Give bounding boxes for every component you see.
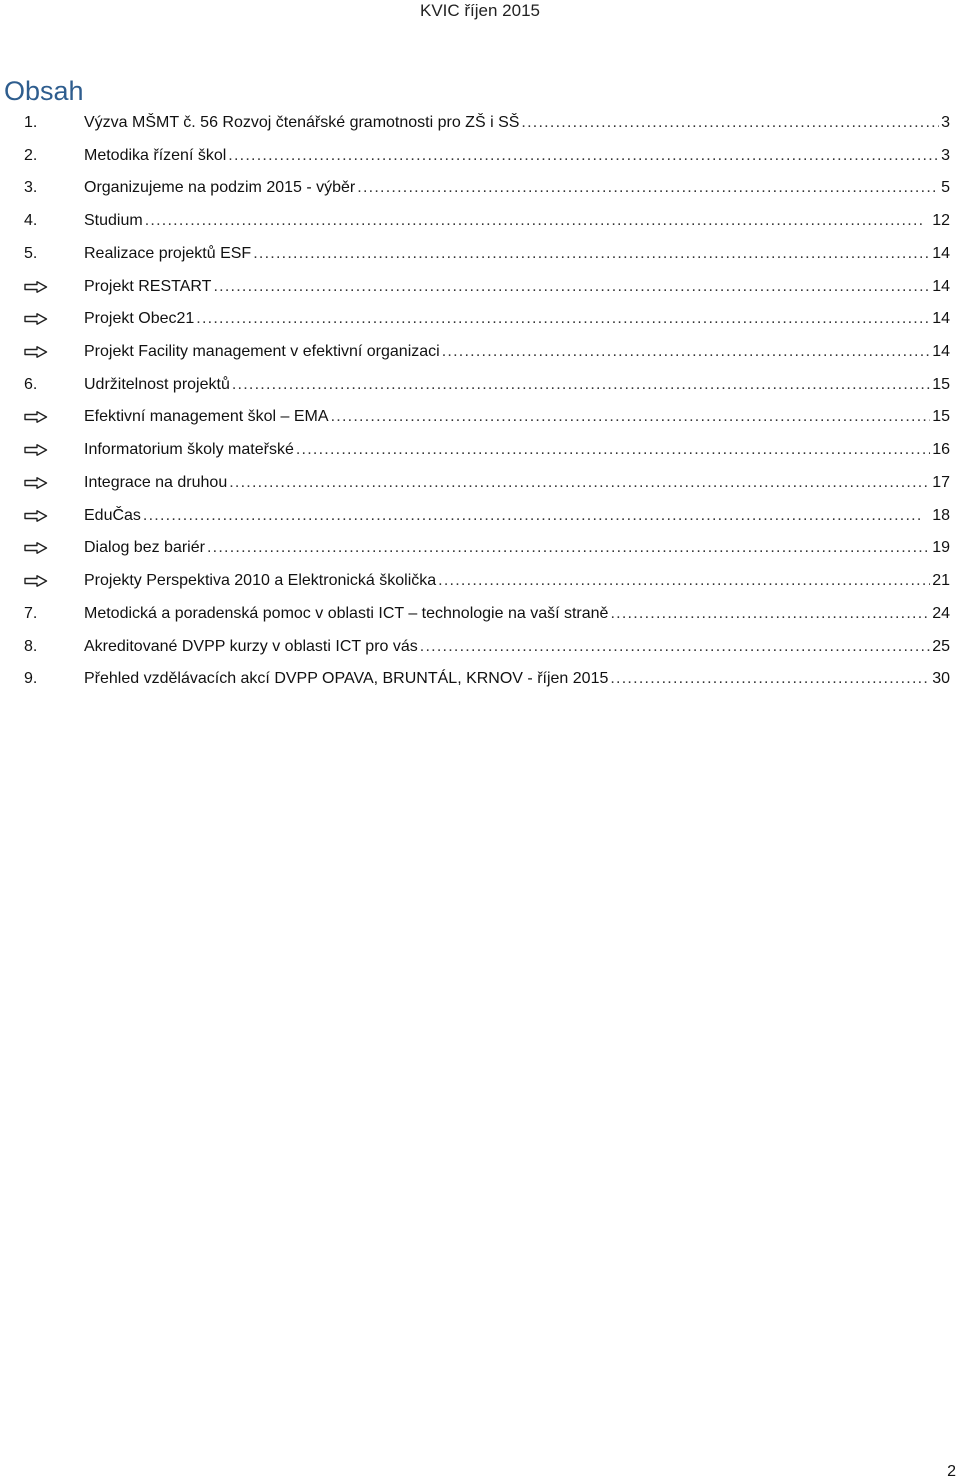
toc-entry-page-number: 14 — [932, 310, 950, 328]
toc-entry-page-number: 17 — [932, 473, 950, 491]
toc-entry[interactable] — [0, 172, 960, 205]
table-of-contents — [0, 107, 960, 696]
toc-entry[interactable] — [0, 532, 960, 565]
toc-entry-page-number: 14 — [932, 343, 950, 361]
toc-entry-page-number: 3 — [941, 146, 950, 164]
toc-entry[interactable] — [0, 271, 960, 304]
toc-dot-leader — [357, 172, 939, 204]
toc-entry-title[interactable]: Organizujeme na podzim 2015 - výběr — [84, 179, 356, 197]
toc-entry-title[interactable]: Projekty Perspektiva 2010 a Elektronická školička — [84, 572, 437, 590]
toc-entry[interactable] — [0, 336, 960, 369]
toc-entry-page-number: 25 — [932, 637, 950, 655]
toc-entry-arrow-marker — [24, 434, 64, 466]
toc-entry-title[interactable]: Projekt Facility management v efektivní organizaci — [84, 343, 440, 361]
toc-entry[interactable] — [0, 205, 960, 238]
toc-entry-arrow-marker — [24, 565, 64, 597]
toc-entry-page-number: 19 — [932, 539, 950, 557]
toc-dot-leader — [253, 238, 930, 270]
toc-entry-number: 8. — [24, 637, 38, 655]
toc-entry-page-number: 24 — [932, 604, 950, 622]
toc-entry[interactable] — [0, 663, 960, 696]
toc-entry-title[interactable]: Výzva MŠMT č. 56 Rozvoj čtenářské gramotnosti pro ZŠ i SŠ — [84, 114, 520, 131]
toc-entry-page-number: 3 — [941, 114, 950, 131]
toc-entry-title[interactable]: Přehled vzdělávacích akcí DVPP OPAVA, BRUNTÁL, KRNOV - říjen 2015 — [84, 670, 609, 688]
toc-entry-title[interactable]: Akreditované DVPP kurzy v oblasti ICT pro vás — [84, 637, 418, 655]
toc-entry-page-number: 16 — [932, 441, 950, 459]
page-number: 2 — [947, 1463, 956, 1480]
toc-entry[interactable] — [0, 565, 960, 598]
toc-entry[interactable] — [0, 598, 960, 631]
toc-dot-leader — [438, 565, 930, 597]
toc-entry-page-number: 18 — [932, 506, 950, 524]
toc-entry-arrow-marker — [24, 303, 64, 335]
toc-entry[interactable] — [0, 500, 960, 533]
toc-entry-arrow-marker — [24, 467, 64, 499]
toc-entry[interactable] — [0, 434, 960, 467]
toc-entry-title[interactable]: Metodika řízení škol — [84, 146, 227, 164]
toc-entry-arrow-marker — [24, 271, 64, 303]
running-header: KVIC říjen 2015 — [419, 1, 540, 20]
toc-dot-leader — [610, 598, 930, 630]
toc-entry-title[interactable]: Integrace na druhou — [84, 473, 228, 491]
toc-entry-number: 1. — [24, 114, 38, 131]
toc-dot-leader — [521, 107, 939, 139]
toc-entry[interactable] — [0, 467, 960, 500]
toc-entry-number: 5. — [24, 244, 38, 262]
toc-entry-page-number: 12 — [932, 212, 950, 230]
arrow-right-outline-icon — [24, 510, 48, 522]
toc-entry[interactable] — [0, 303, 960, 336]
arrow-right-outline-icon — [24, 575, 48, 587]
toc-dot-leader — [442, 336, 930, 368]
toc-entry[interactable] — [0, 631, 960, 664]
toc-entry-title[interactable]: Realizace projektů ESF — [84, 244, 252, 262]
toc-entry-number: 4. — [24, 212, 38, 230]
arrow-right-outline-icon — [24, 444, 48, 456]
toc-entry[interactable] — [0, 369, 960, 402]
arrow-right-outline-icon — [24, 313, 48, 325]
toc-dot-leader — [228, 140, 939, 172]
toc-title: Obsah — [4, 76, 84, 106]
toc-entry-arrow-marker — [24, 532, 64, 564]
toc-entry[interactable] — [0, 401, 960, 434]
toc-entry-number: 7. — [24, 604, 38, 622]
toc-entry-page-number: 14 — [932, 244, 950, 262]
toc-entry-arrow-marker — [24, 336, 64, 368]
toc-dot-leader — [296, 434, 930, 466]
toc-dot-leader — [213, 271, 930, 303]
toc-entry-page-number: 5 — [941, 179, 950, 197]
toc-entry-number: 9. — [24, 670, 38, 688]
toc-dot-leader — [420, 631, 930, 663]
toc-entry-page-number: 30 — [932, 670, 950, 688]
toc-entry[interactable] — [0, 140, 960, 173]
toc-entry-page-number: 21 — [932, 572, 950, 590]
toc-entry-title[interactable]: Metodická a poradenská pomoc v oblasti ICT – technologie na vaší straně — [84, 604, 609, 622]
toc-dot-leader — [229, 467, 930, 499]
toc-dot-leader — [207, 532, 930, 564]
toc-entry-title[interactable]: Informatorium školy mateřské — [84, 441, 294, 459]
toc-entry-arrow-marker — [24, 401, 64, 433]
arrow-right-outline-icon — [24, 281, 48, 293]
toc-entry-page-number: 15 — [932, 375, 950, 393]
arrow-right-outline-icon — [24, 411, 48, 423]
toc-dot-leader — [143, 500, 930, 532]
arrow-right-outline-icon — [24, 477, 48, 489]
toc-entry-title[interactable]: Udržitelnost projektů — [84, 375, 230, 393]
toc-entry[interactable] — [0, 107, 960, 140]
toc-entry-title[interactable]: Projekt RESTART — [84, 277, 212, 295]
arrow-right-outline-icon — [24, 542, 48, 554]
toc-entry-title[interactable]: Studium — [84, 212, 143, 230]
toc-entry-arrow-marker — [24, 500, 64, 532]
toc-entry-page-number: 15 — [932, 408, 950, 426]
toc-dot-leader — [196, 303, 930, 335]
toc-entry-title[interactable]: Efektivní management škol – EMA — [84, 408, 329, 426]
toc-entry-page-number: 14 — [932, 277, 950, 295]
toc-dot-leader — [145, 205, 931, 237]
toc-entry-title[interactable]: Projekt Obec21 — [84, 310, 195, 328]
toc-entry-number: 6. — [24, 375, 38, 393]
toc-entry[interactable] — [0, 238, 960, 271]
toc-entry-number: 3. — [24, 179, 38, 197]
toc-entry-number: 2. — [24, 146, 38, 164]
toc-dot-leader — [331, 401, 931, 433]
arrow-right-outline-icon — [24, 346, 48, 358]
toc-dot-leader — [610, 663, 930, 695]
toc-dot-leader — [232, 369, 930, 401]
toc-entry-title[interactable]: Dialog bez bariér — [84, 539, 205, 557]
toc-entry-title[interactable]: EduČas — [84, 506, 141, 524]
